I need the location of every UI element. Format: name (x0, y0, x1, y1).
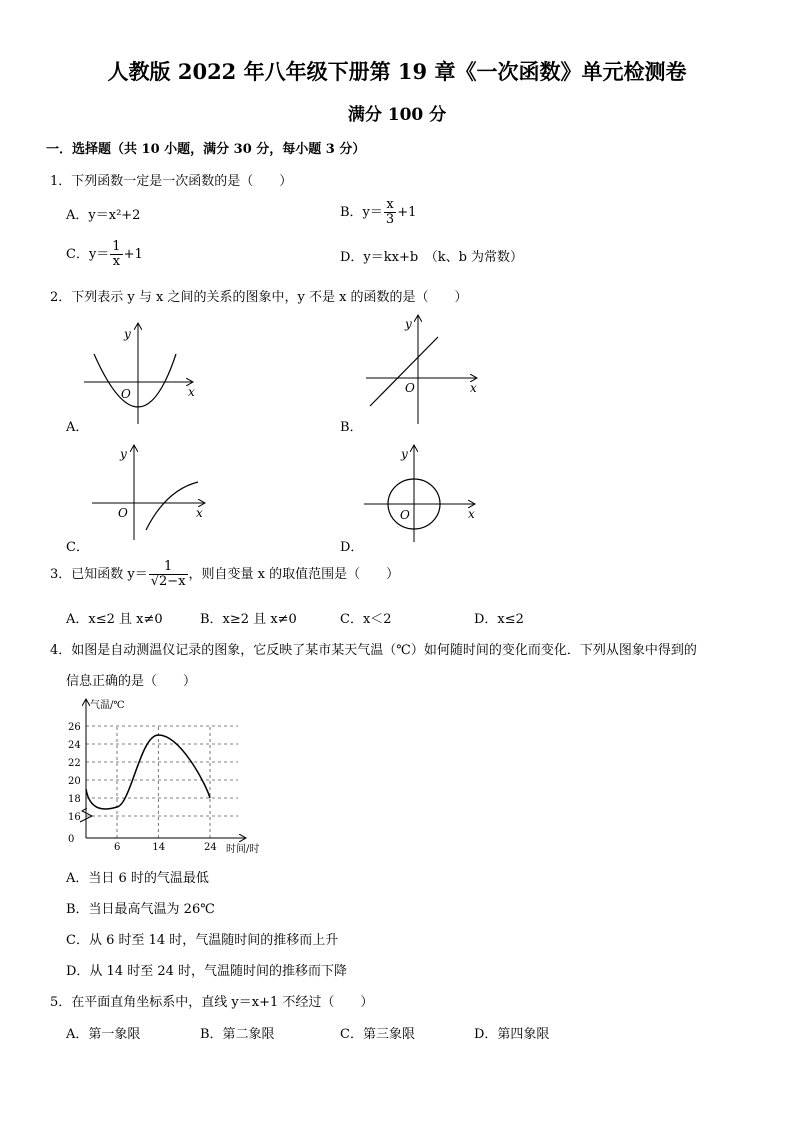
chart-y-label: 气温/℃ (90, 700, 125, 711)
graph-b-x-label: x (470, 381, 477, 395)
q2-stem: 2．下列表示 y 与 x 之间的关系的图象中，y 不是 x 的函数的是（ ） (50, 290, 468, 305)
chart-y-tick-label: 0 (68, 834, 75, 845)
page-subtitle: 满分 100 分 (347, 105, 447, 125)
q5-stem: 5．在平面直角坐标系中，直线 y＝x+1 不经过（ ） (50, 995, 374, 1010)
chart-x-label: 时间/时 (226, 844, 260, 855)
graph-b-line (366, 316, 477, 424)
q2-option-a-label: A． (66, 420, 89, 435)
graph-a-origin: O (121, 387, 131, 401)
q4-option-b: B．当日最高气温为 26℃ (66, 902, 215, 917)
q5-option-a: A．第一象限 (66, 1027, 141, 1042)
graph-d-origin: O (400, 508, 410, 522)
graph-b-origin: O (405, 381, 415, 395)
q1-stem: 1．下列函数一定是一次函数的是（ ） (50, 174, 293, 189)
chart-x-tick-label: 6 (114, 842, 121, 853)
page-title: 人教版 2022 年八年级下册第 19 章《一次函数》单元检测卷 (107, 59, 687, 84)
temperature-chart (60, 690, 280, 860)
graph-c-origin: O (118, 506, 128, 520)
chart-y-tick-label: 22 (68, 758, 81, 769)
chart-y-tick-label: 18 (68, 794, 81, 805)
chart-y-tick-label: 20 (68, 776, 81, 787)
graph-a-y-label: y (124, 327, 131, 341)
q5-option-c: C．第三象限 (340, 1027, 415, 1042)
q4-option-c: C．从 6 时至 14 时，气温随时间的推移而上升 (66, 933, 339, 948)
q2-option-d-label: D． (340, 540, 364, 555)
q4-stem-line1: 4．如图是自动测温仪记录的图象，它反映了某市某天气温（℃）如何随时间的变化而变化．下列从图象中得到的 (50, 643, 697, 658)
chart-x-tick-label: 14 (152, 842, 166, 853)
q2-option-b-label: B． (340, 420, 363, 435)
graph-c-y-label: y (120, 447, 127, 461)
q1-option-c: C．y＝ $\frac{1}{x}$ +1 (66, 239, 143, 269)
graph-d-circle (364, 446, 475, 542)
q3-option-a: A．x≤2 且 x≠0 (66, 612, 163, 627)
q3-option-b: B．x≥2 且 x≠0 (200, 612, 297, 627)
q1-option-a: A．y＝x²+2 (66, 208, 141, 223)
graph-d-x-label: x (468, 507, 475, 521)
q4-option-a: A．当日 6 时的气温最低 (66, 871, 209, 886)
graph-b-y-label: y (405, 317, 412, 331)
graph-d-y-label: y (401, 447, 408, 461)
q5-option-d: D．第四象限 (474, 1027, 550, 1042)
q3-option-d: D．x≤2 (474, 612, 524, 627)
q1-option-d: D．y＝kx+b （k、b 为常数） (340, 250, 524, 265)
q5-option-b: B．第二象限 (200, 1027, 275, 1042)
graph-c-x-label: x (196, 506, 203, 520)
chart-x-tick-label: 24 (204, 842, 217, 853)
chart-y-tick-label: 16 (68, 812, 81, 823)
graph-a-x-label: x (188, 385, 195, 399)
chart-y-tick-label: 26 (68, 722, 81, 733)
q2-option-c-label: C． (66, 540, 89, 555)
graph-a-parabola (84, 324, 195, 424)
section-heading: 一．选择题（共 10 小题，满分 30 分，每小题 3 分） (46, 142, 366, 157)
graph-c-curve (92, 446, 204, 540)
q4-option-d: D．从 14 时至 24 时，气温随时间的推移而下降 (66, 964, 348, 979)
q1-option-b: B．y＝ $\frac{x}{3}$ +1 (340, 197, 417, 227)
q3-stem: 3．已知函数 y＝ $\frac{1}{√2-x}$ ，则自变量 x 的取值范围是（ ） (50, 559, 400, 589)
q3-option-c: C．x＜2 (340, 612, 392, 627)
chart-y-tick-label: 24 (68, 740, 81, 751)
q4-stem-line2: 信息正确的是（ ） (66, 674, 197, 689)
